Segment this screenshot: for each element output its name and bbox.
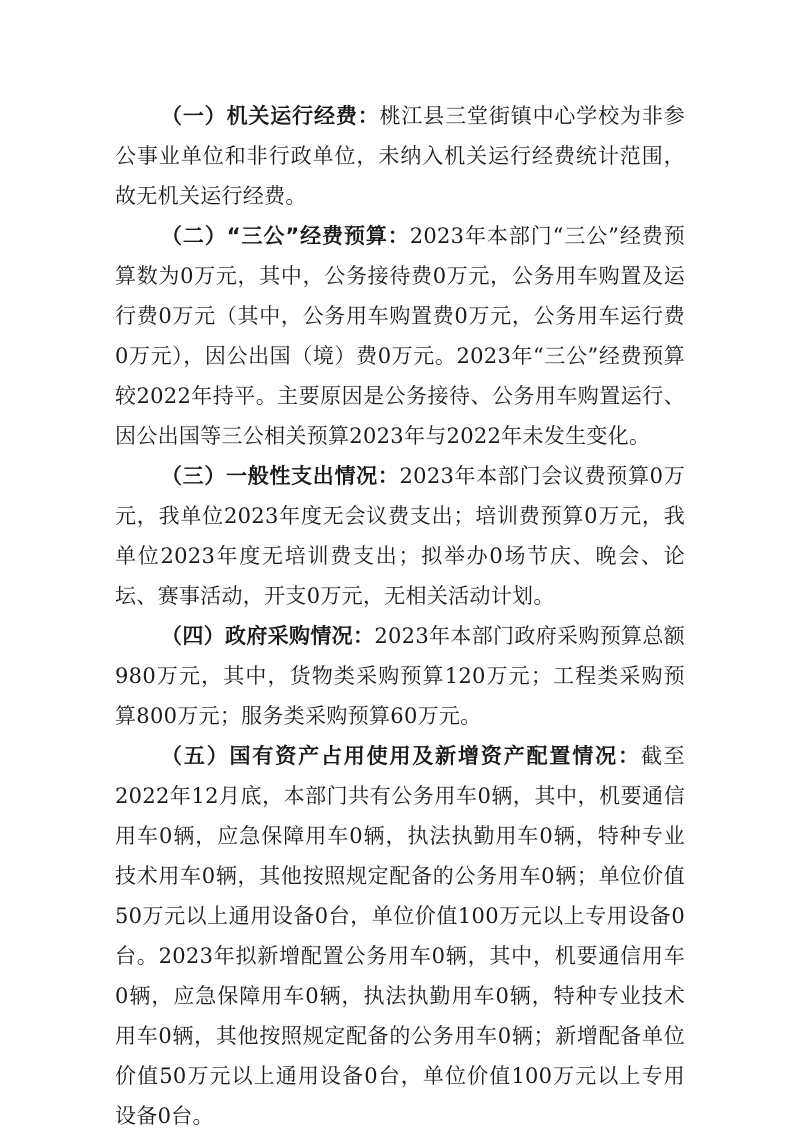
- section-body: 截至2022年12月底，本部门共有公务用车0辆，其中，机要通信用车0辆，应急保障用车0辆，执法执勤用车0辆，特种专业技术用车0辆，其他按照规定配备的公务用车0辆；单位价值50万元以上通用设备0台，单位价值100万元以上专用设备0台。2023年拟新增配置公务用车0辆，其中，机要通信用车0辆，应急保障用车0辆，执法执勤用车0辆，特种专业技术用车0辆，其他按照规定配备的公务用车0辆；新增配备单位价值50万元以上通用设备0台，单位价值100万元以上专用设备0台。: [115, 744, 685, 1128]
- section-body: 2023年本部门“三公”经费预算数为0万元，其中，公务接待费0万元，公务用车购置及运行费0万元（其中，公务用车购置费0万元，公务用车运行费0万元），因公出国（境）费0万元。2023年“三公”经费预算较2022年持平。主要原因是公务接待、公务用车购置运行、因公出国等三公相关预算2023年与2022年未发生变化。: [115, 224, 685, 448]
- paragraph-government-procurement: [115, 616, 685, 736]
- section-body: 2023年本部门政府采购预算总额980万元，其中，货物类采购预算120万元；工程类采购预算800万元；服务类采购预算60万元。: [115, 624, 685, 728]
- section-body: 2023年本部门会议费预算0万元，我单位2023年度无会议费支出；培训费预算0万元，我单位2023年度无培训费支出；拟举办0场节庆、晚会、论坛、赛事活动，开支0万元，无相关活动计划。: [115, 464, 685, 608]
- section-heading: （一）机关运行经费：: [161, 104, 380, 128]
- section-heading: （三）一般性支出情况：: [161, 464, 400, 488]
- paragraph-state-assets: [115, 736, 685, 1136]
- paragraph-general-expenditure: [115, 456, 685, 616]
- section-heading: （四）政府采购情况：: [161, 624, 375, 648]
- section-heading: （五）国有资产占用使用及新增资产配置情况：: [161, 744, 641, 768]
- document-page: [115, 96, 685, 1136]
- paragraph-three-public-expenses: [115, 216, 685, 456]
- section-body: 桃江县三堂街镇中心学校为非参公事业单位和非行政单位，未纳入机关运行经费统计范围，故无机关运行经费。: [115, 104, 686, 208]
- paragraph-agency-operating-costs: [115, 96, 685, 216]
- section-heading: （二）“三公”经费预算：: [161, 224, 410, 248]
